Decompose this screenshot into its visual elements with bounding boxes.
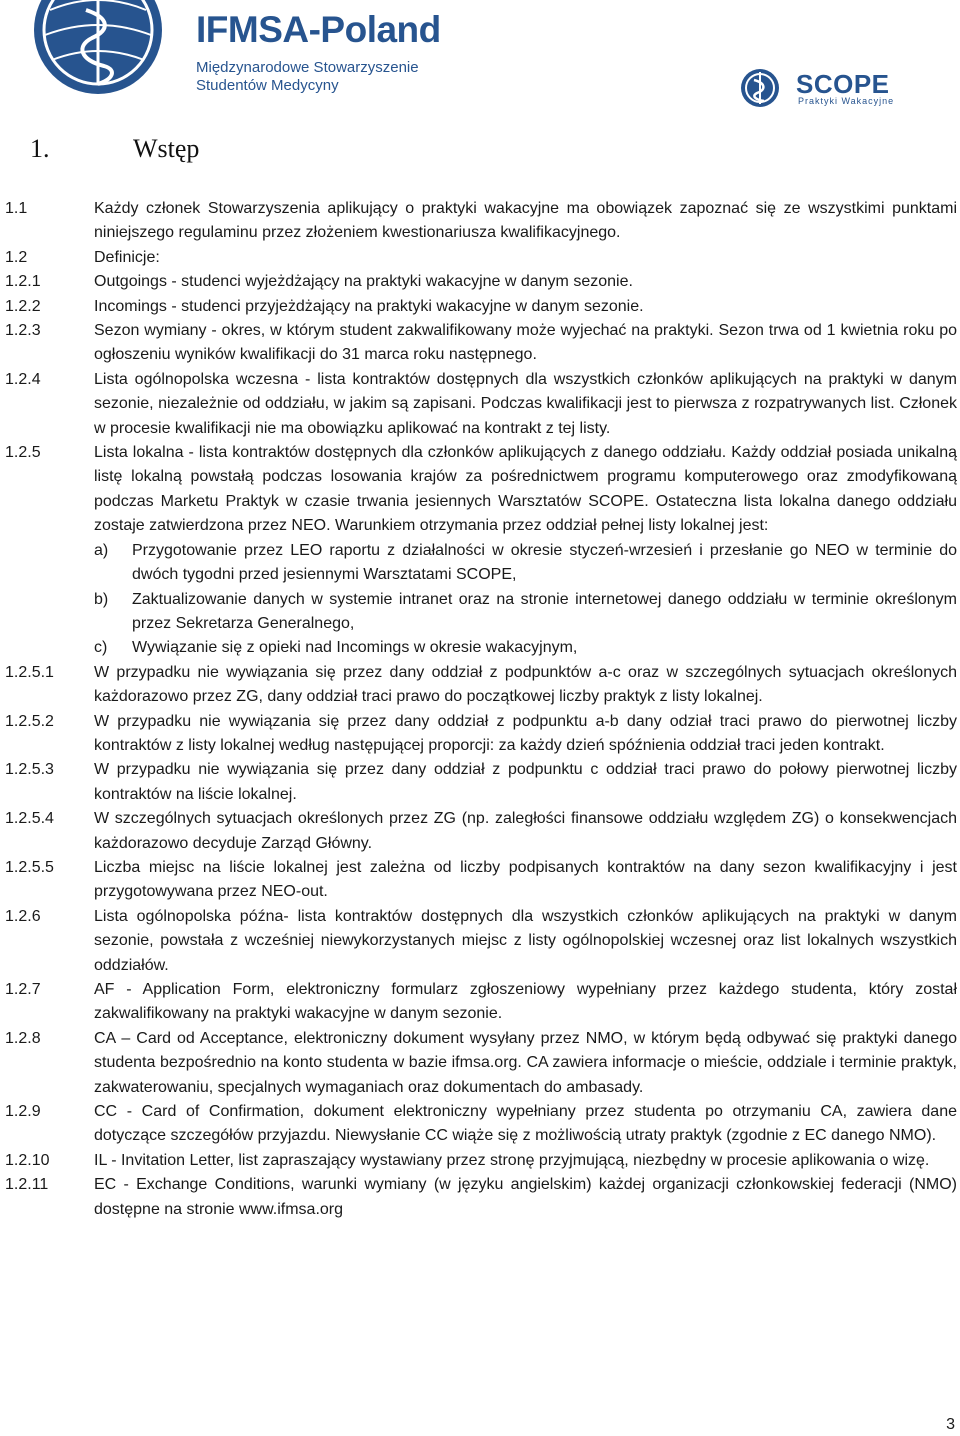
item-text: W przypadku nie wywiązania się przez dany oddział z podpunktu a-b dany odział traci prawo do pierwotnej liczby kontraktów z listy lokalnej według następującej proporcji: za każdy dzień spóźnienia oddział traci jeden kontrakt. [94,712,957,754]
item-number: 1.2.2 [5,297,41,315]
condition-letter: a) [94,541,109,559]
scope-logo-icon [738,66,792,110]
item-number: 1.2.5.3 [5,761,54,779]
item-number: 1.2.4 [5,370,41,388]
item-number: 1.1 [5,200,28,217]
section-number: 1. [30,134,50,163]
list-item [0,1173,957,1222]
item-text: Lista ogólnopolska późna- lista kontraktów dostępnych dla wszystkich członków aplikujących na praktyki w danym sezonie, powstała z wcześniej niewykorzystanych miejsc z listy ogólnopolskiej wczesnej oraz list lokalnych wszystkich oddziałów. [94,907,957,974]
item-number: 1.2.11 [5,1176,49,1194]
list-item [0,246,957,270]
list-item [0,441,957,661]
item-text: EC - Exchange Conditions, warunki wymiany (w języku angielskim) każdej organizacji członkowskiej federacji (NMO) dostępne na stronie www.ifmsa.org [94,1176,957,1218]
document-body [0,197,960,1222]
item-text: Sezon wymiany - okres, w którym student zakwalifikowany może wyjechać na praktyki. Sezon trwa od 1 kwietnia roku po ogłoszeniu wyników kwalifikacji do 31 marca roku następnego. [94,322,957,364]
page-header [0,0,960,110]
item-text: Incomings - studenci przyjeżdżający na praktyki wakacyjne w danym sezonie. [94,297,644,315]
condition-item [94,636,957,660]
list-item [0,807,957,856]
org-subtitle-line-2: Studentów Medycyny [196,77,339,94]
item-number: 1.2.1 [5,273,41,291]
item-text: Outgoings - studenci wyjeżdżający na praktyki wakacyjne w danym sezonie. [94,273,633,291]
condition-item [94,539,957,588]
item-text: Każdy członek Stowarzyszenia aplikujący o praktyki wakacyjne ma obowiązek zapoznać się ze wszystkimi punktami niniejszego regulaminu przez złożeniem kwestionariusza kwalifikacyjnego. [94,200,957,242]
condition-text: Przygotowanie przez LEO raportu z działalności w okresie styczeń-wrzesień i przesłanie go NEO w terminie do dwóch tygodni przed jesiennymi Warsztatami SCOPE, [132,541,957,584]
org-subtitle-line-1: Międzynarodowe Stowarzyszenie [196,59,419,76]
list-item [0,978,957,1027]
list-item [0,197,957,246]
item-text: CA – Card od Acceptance, elektroniczny dokument wysyłany przez NMO, w którym będą odbywać się praktyki danego studenta bezpośrednio na konto studenta w bazie ifmsa.org. CA zawiera informacje o mieście, oddziale i terminie praktyk, zakwaterowaniu, specjalnych wymaganiach oraz dokumentach do ambasady. [94,1029,957,1096]
ifmsa-logo-icon [0,0,200,100]
item-number: 1.2.3 [5,322,41,340]
item-text: Definicje: [94,248,160,266]
org-name: IFMSA-Poland [196,9,441,50]
list-item [0,905,957,978]
list-item [0,1027,957,1100]
item-text: W przypadku nie wywiązania się przez dany oddział z podpunktów a-c oraz w szczególnych sytuacjach określonych każdorazowo przez ZG, dany oddział traci prawo do początkowej liczby praktyk z listy lokalnej. [94,663,957,706]
item-text: AF - Application Form, elektroniczny formularz zgłoszeniowy wypełniany przez każdego studenta, który został zakwalifikowany na praktyki wakacyjne w danym sezonie. [94,981,957,1023]
condition-letter: c) [94,639,108,657]
item-text: CC - Card of Confirmation, dokument elektroniczny wypełniany przez studenta po otrzymaniu CA, zawiera dane dotyczące szczegółów przyjazdu. Niewysłanie CC wiąże się z możliwością utraty praktyk (zgodnie z EC danego NMO). [94,1103,957,1145]
item-number: 1.2.6 [5,907,41,925]
item-text: IL - Invitation Letter, list zapraszający wystawiany przez stronę przyjmującą, niezbędny w procesie aplikowania o wizę. [94,1151,930,1169]
item-number: 1.2 [5,248,28,266]
item-number: 1.2.5 [5,444,41,462]
item-number: 1.2.5.1 [5,663,54,681]
condition-item [94,588,957,637]
scope-subtitle: Praktyki Wakacyjne [798,96,895,106]
item-number: 1.2.7 [5,981,41,998]
item-number: 1.2.10 [5,1151,50,1169]
list-item [0,368,957,441]
item-text: W przypadku nie wywiązania się przez dany oddział z podpunktu c oddział traci prawo do połowy pierwotnej liczby kontraktów na liście lokalnej. [94,761,957,803]
condition-text: Wywiązanie się z opieki nad Incomings w okresie wakacyjnym, [132,639,578,657]
list-item [0,1100,957,1149]
list-item [0,710,957,759]
item-number: 1.2.9 [5,1103,41,1121]
list-item [0,856,957,905]
item-number: 1.2.5.2 [5,712,54,730]
section-title: Wstęp [133,134,200,163]
condition-letter: b) [94,590,109,608]
list-item [0,295,957,319]
condition-text: Zaktualizowanie danych w systemie intranet oraz na stronie internetowej danego oddziału w terminie określonym przez Sekretarza Generalnego, [132,590,957,632]
item-number: 1.2.8 [5,1029,41,1047]
list-item [0,319,957,368]
item-number: 1.2.5.4 [5,810,54,828]
list-item [0,758,957,807]
list-item [0,1149,957,1173]
page-number: 3 [946,1416,955,1433]
scope-name: SCOPE [796,69,890,99]
item-text: Liczba miejsc na liście lokalnej jest zależna od liczby podpisanych kontraktów na dany sezon kwalifikacyjny i jest przygotowywana przez NEO-out. [94,858,957,901]
item-text: Lista lokalna - lista kontraktów dostępnych dla członków aplikujących z danego oddziału. Każdy oddział posiada unikalną listę lokalną powstałą podczas losowania krajów za pośrednictwem programu komputerowego oraz zmodyfikowaną podczas Marketu Praktyk w czasie trwania jesiennych Warsztatów SCOPE. Ostateczna lista lokalna danego oddziału zostaje zatwierdzona przez NEO. Warunkiem otrzymania przez oddział pełnej listy lokalnej jest: [94,444,957,535]
item-number: 1.2.5.5 [5,858,54,876]
item-text: W szczególnych sytuacjach określonych przez ZG (np. zaległości finansowe oddziału względem ZG) o konsekwencjach każdorazowo decyduje Zarząd Główny. [94,810,957,852]
item-text: Lista ogólnopolska wczesna - lista kontraktów dostępnych dla wszystkich członków aplikujących na praktyki w danym sezonie, niezależnie od oddziału, w jakim są zapisani. Podczas kwalifikacji jest to pierwsza z rozpatrywanych list. Członek w procesie kwalifikacji nie ma obowiązku aplikować na kontrakt z tej listy. [94,370,957,437]
list-item [0,270,957,294]
list-item [0,661,957,710]
